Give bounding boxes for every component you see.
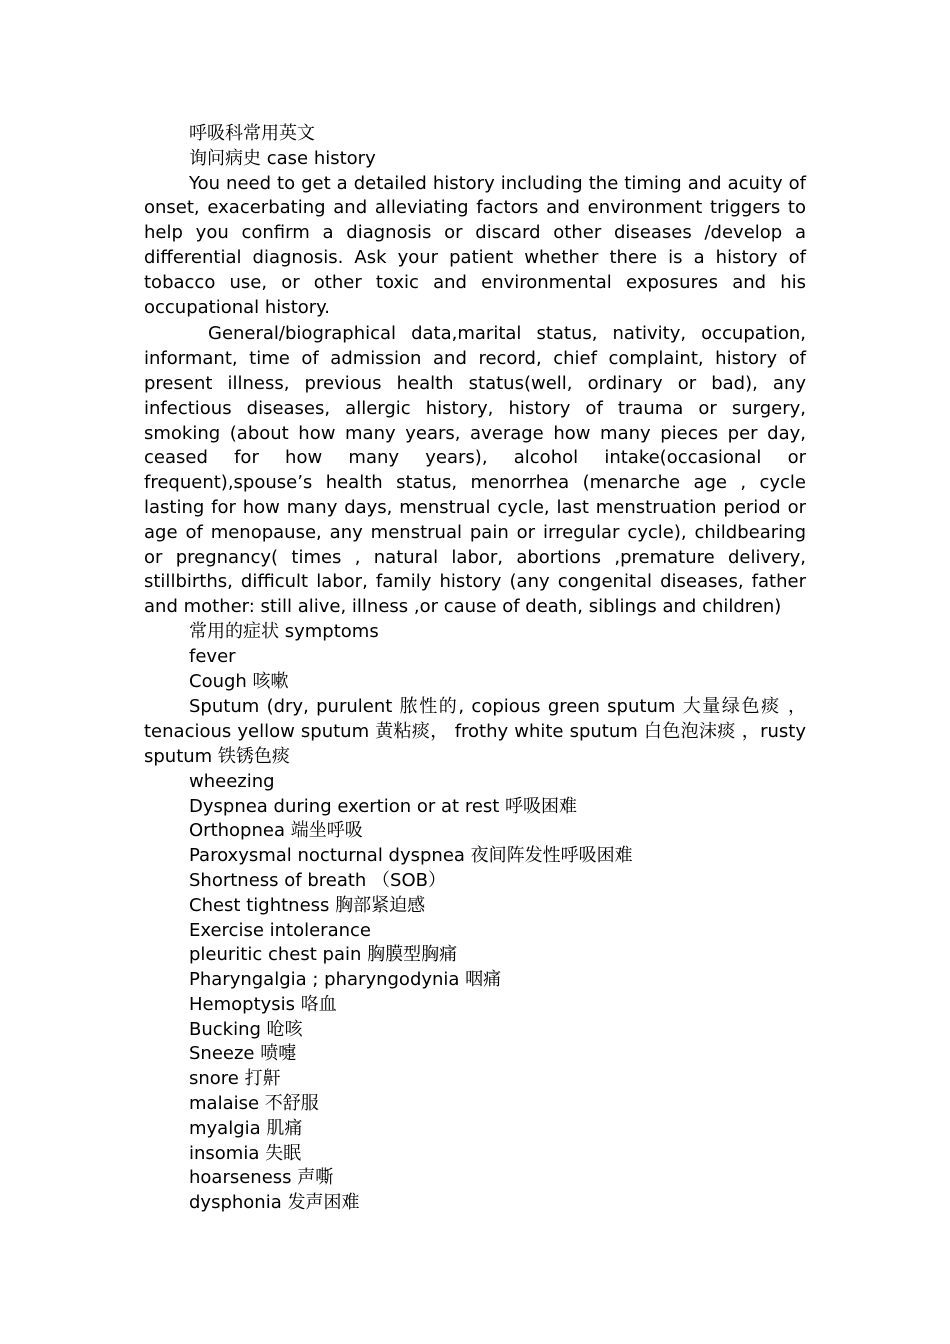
intro-paragraph: You need to get a detailed history including the timing and acuity of onset, exacerbating and alleviating factors and environment triggers to help you confirm a diagnosis or discard other diseases /develop a differential diagnosis. Ask your patient whether there is a history of tobacco use, or other toxic and environmental exposures and his occupational history. <box>144 172 806 318</box>
symptom-item: Shortness of breath （SOB） <box>189 869 447 891</box>
symptom-item: snore 打鼾 <box>189 1068 281 1090</box>
symptom-item: pleuritic chest pain 胸膜型胸痛 <box>189 944 458 966</box>
symptom-item: Bucking 呛咳 <box>189 1018 303 1040</box>
symptom-item: Sneeze 喷嚏 <box>189 1043 297 1065</box>
symptom-item: Dyspnea during exertion or at rest 呼吸困难 <box>189 795 578 817</box>
symptom-item: Hemoptysis 咯血 <box>189 993 337 1015</box>
symptom-item: dysphonia 发声困难 <box>189 1192 360 1214</box>
symptom-fever: fever <box>189 645 236 667</box>
symptom-item: Chest tightness 胸部紧迫感 <box>189 894 426 916</box>
document-body <box>144 122 806 1216</box>
symptom-item: insomia 失眠 <box>189 1142 302 1164</box>
symptom-item: Pharyngalgia ; pharyngodynia 咽痛 <box>189 969 502 991</box>
symptom-item: malaise 不舒服 <box>189 1093 319 1115</box>
symptoms-heading: 常用的症状 symptoms <box>189 620 379 642</box>
case-history-heading: 询问病史 case history <box>189 147 376 169</box>
symptom-item: Exercise intolerance <box>189 919 371 941</box>
document-title: 呼吸科常用英文 <box>189 123 315 144</box>
symptom-item: hoarseness 声嘶 <box>189 1167 334 1189</box>
general-data-paragraph: General/biographical data,marital status, nativity, occupation, informant, time of admission and record, chief complaint, history of present illness, previous health status(well, ordinary or bad), any infectious diseases, allergic history, history of trauma or surgery, smoking (about how many years, average how many pieces per day, ceased for how many years), alcohol intake(occasional or frequent),spouse’s health status, menorrhea (menarche age , cycle lasting for how many days, menstrual cycle, last menstruation period or age of menopause, any menstrual pain or irregular cycle), childbearing or pregnancy( times , natural labor, abortions ,premature delivery, stillbirths, difficult labor, family history (any congenital diseases, father and mother: still alive, illness ,or cause of death, siblings and children) <box>144 323 806 618</box>
symptom-item: myalgia 肌痛 <box>189 1117 303 1139</box>
symptom-item: wheezing <box>189 770 275 792</box>
symptom-item: Orthopnea 端坐呼吸 <box>189 820 363 842</box>
symptom-cough: Cough 咳嗽 <box>189 670 289 692</box>
symptom-item: Paroxysmal nocturnal dyspnea 夜间阵发性呼吸困难 <box>189 845 633 867</box>
symptoms-list <box>144 770 806 1216</box>
sputum-paragraph: Sputum (dry, purulent 脓性的, copious green sputum 大量绿色痰 ，tenacious yellow sputum 黄粘痰， frothy white sputum 白色泡沫痰 ，rusty sputum 铁锈色痰 <box>144 696 806 767</box>
